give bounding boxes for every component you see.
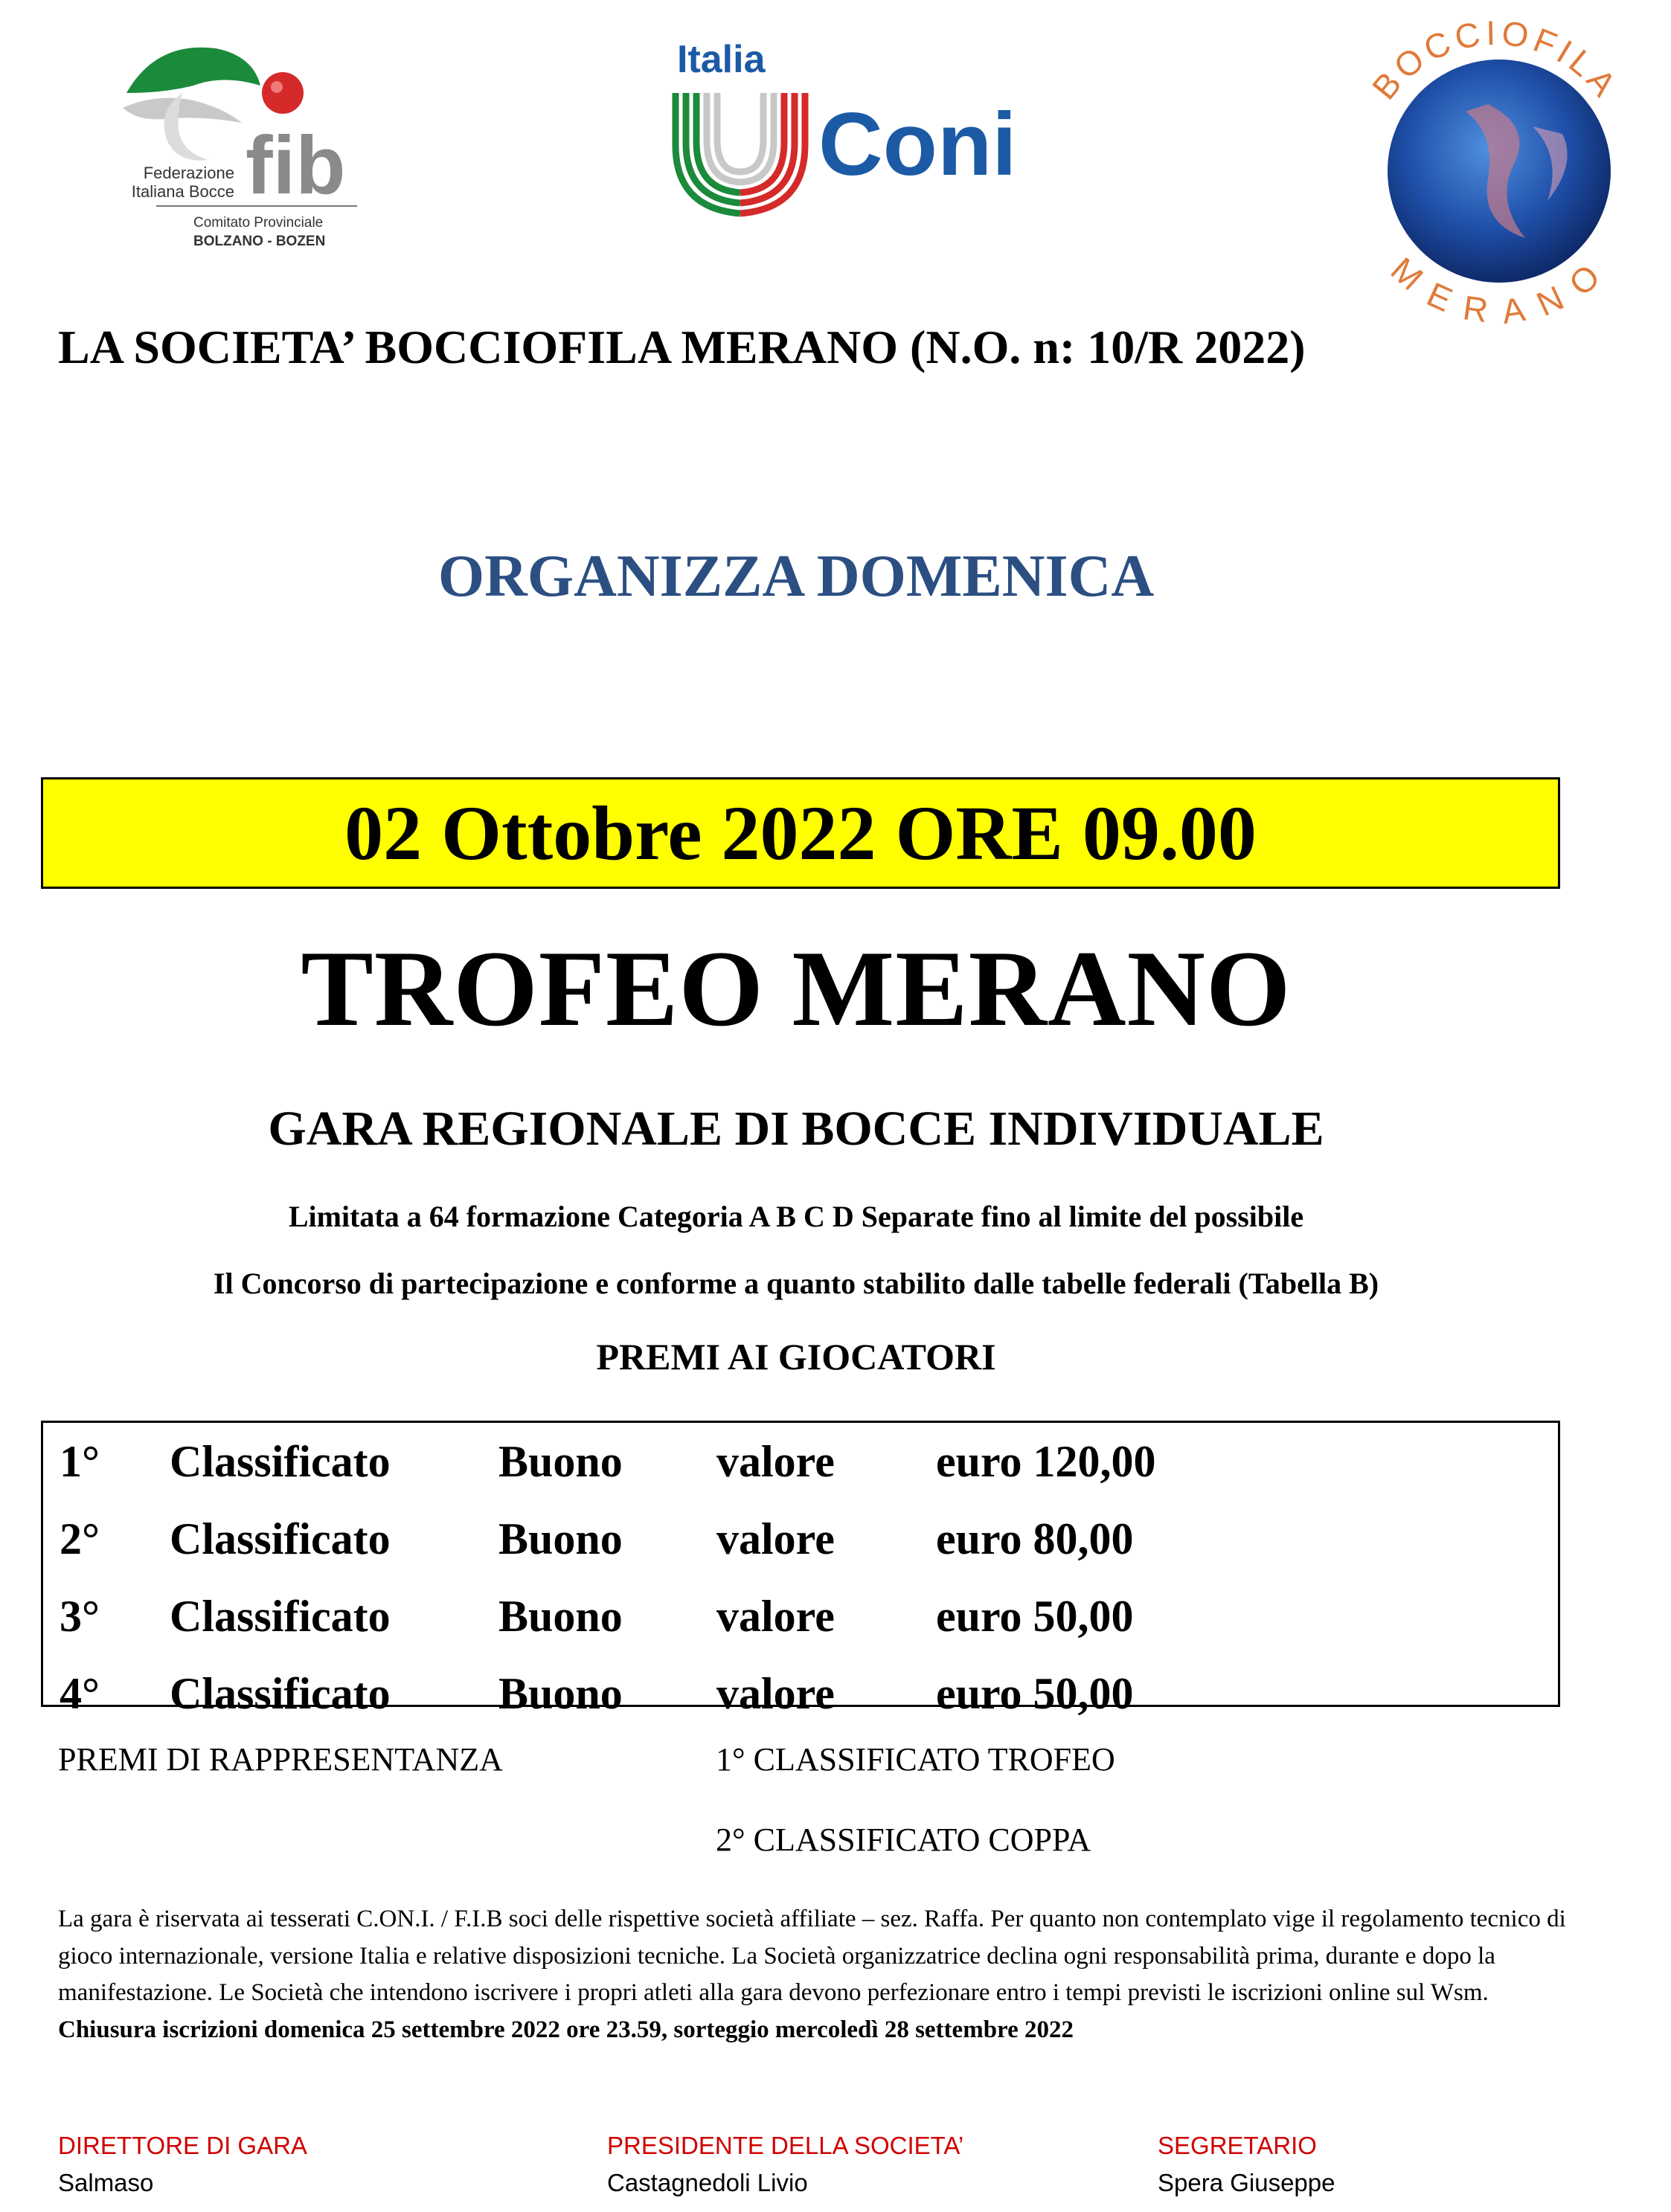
prize-value-label: valore [716, 1514, 835, 1563]
prize-amount: euro 50,00 [936, 1669, 1134, 1718]
representation-second-prize: 2° CLASSIFICATO COPPA [716, 1822, 1091, 1858]
organizza-heading: ORGANIZZA DOMENICA [437, 544, 1155, 609]
regulation-text: La gara è riservata ai tesserati C.ON.I. / F.I.B soci delle rispettive società affiliate – sez. Raffa. Per quanto non contemplato vige il regolamento tecnico di gioco internazionale, versione Italia e relative disposizioni tecniche. La Società organizzatrice declina ogni responsabilità prima, durante e dopo la manifestazione. Le Società che intendono iscrivere i propri atleti alla gara devono perfezionare entro i tempi previsti le iscrizioni online sul Wsm. [58, 1906, 1566, 2006]
trophy-title: TROFEO MERANO [301, 928, 1292, 1049]
coni-logo [670, 41, 1056, 219]
fib-federation-line1: Federazione [143, 164, 234, 182]
prize-row [43, 1655, 1558, 1732]
prize-type: Buono [498, 1592, 623, 1641]
fib-logo [112, 41, 394, 257]
prize-label: Classificato [170, 1669, 391, 1718]
event-date-banner: 02 Ottobre 2022 ORE 09.00 [41, 777, 1560, 889]
fib-logo-mark [112, 41, 394, 257]
fib-federation-line2: Italiana Bocce [131, 182, 234, 201]
fib-location: BOLZANO - BOZEN [193, 234, 326, 249]
concorso-note: Il Concorso di partecipazione e conforme a quanto stabilito dalle tabelle federali (Tabella B) [213, 1267, 1379, 1300]
signature-role-director: DIRETTORE DI GARA [58, 2132, 307, 2159]
bocciofila-top-text: BOCCIOFILA [1364, 15, 1627, 107]
prize-value-label: valore [716, 1669, 835, 1718]
prizes-heading: PREMI AI GIOCATORI [596, 1336, 996, 1377]
prize-label: Classificato [170, 1437, 391, 1486]
representation-prizes-label: PREMI DI RAPPRESENTANZA [58, 1741, 503, 1778]
bocciofila-logo-mark [1339, 15, 1652, 335]
participation-limit: Limitata a 64 formazione Categoria A B C D Separate fino al limite del possibile [288, 1200, 1304, 1233]
prize-position: 4° [60, 1669, 100, 1718]
society-heading: LA SOCIETA’ BOCCIOFILA MERANO (N.O. n: 10/R 2022) [58, 321, 1306, 373]
coni-logo-mark [670, 41, 1056, 219]
prize-label: Classificato [170, 1592, 391, 1641]
prize-type: Buono [498, 1669, 623, 1718]
prize-row [43, 1500, 1558, 1578]
prize-type: Buono [498, 1437, 623, 1486]
bocciofila-merano-logo [1339, 15, 1652, 335]
prize-type: Buono [498, 1514, 623, 1563]
prize-row [43, 1578, 1558, 1655]
prizes-table [41, 1421, 1560, 1718]
signature-name-president: Castagnedoli Livio [607, 2169, 808, 2196]
prize-amount: euro 120,00 [936, 1437, 1156, 1486]
signature-name-director: Salmaso [58, 2169, 154, 2196]
signature-name-secretary: Spera Giuseppe [1158, 2169, 1335, 2196]
signature-role-president: PRESIDENTE DELLA SOCIETA’ [607, 2132, 964, 2159]
prize-label: Classificato [170, 1514, 391, 1563]
fib-letters: fib [246, 120, 346, 211]
regulation-paragraph [58, 1901, 1583, 2048]
coni-main-text: Coni [818, 94, 1017, 194]
prize-position: 1° [60, 1437, 100, 1486]
fib-committee: Comitato Provinciale [193, 215, 324, 231]
prize-row [43, 1423, 1558, 1500]
prize-amount: euro 80,00 [936, 1514, 1134, 1563]
coni-top-text: Italia [677, 41, 766, 81]
registration-deadline: Chiusura iscrizioni domenica 25 settembre 2022 ore 23.59, sorteggio mercoledì 28 settembre 2022 [58, 2016, 1074, 2043]
signature-role-secretary: SEGRETARIO [1158, 2132, 1317, 2159]
prize-value-label: valore [716, 1437, 835, 1486]
prize-amount: euro 50,00 [936, 1592, 1134, 1641]
representation-first-prize: 1° CLASSIFICATO TROFEO [716, 1741, 1115, 1778]
bocciofila-bottom-text: MERANO [1383, 249, 1615, 332]
prize-value-label: valore [716, 1592, 835, 1641]
prize-position: 2° [60, 1514, 100, 1563]
competition-subtitle: GARA REGIONALE DI BOCCE INDIVIDUALE [268, 1102, 1324, 1156]
prize-position: 3° [60, 1592, 100, 1641]
